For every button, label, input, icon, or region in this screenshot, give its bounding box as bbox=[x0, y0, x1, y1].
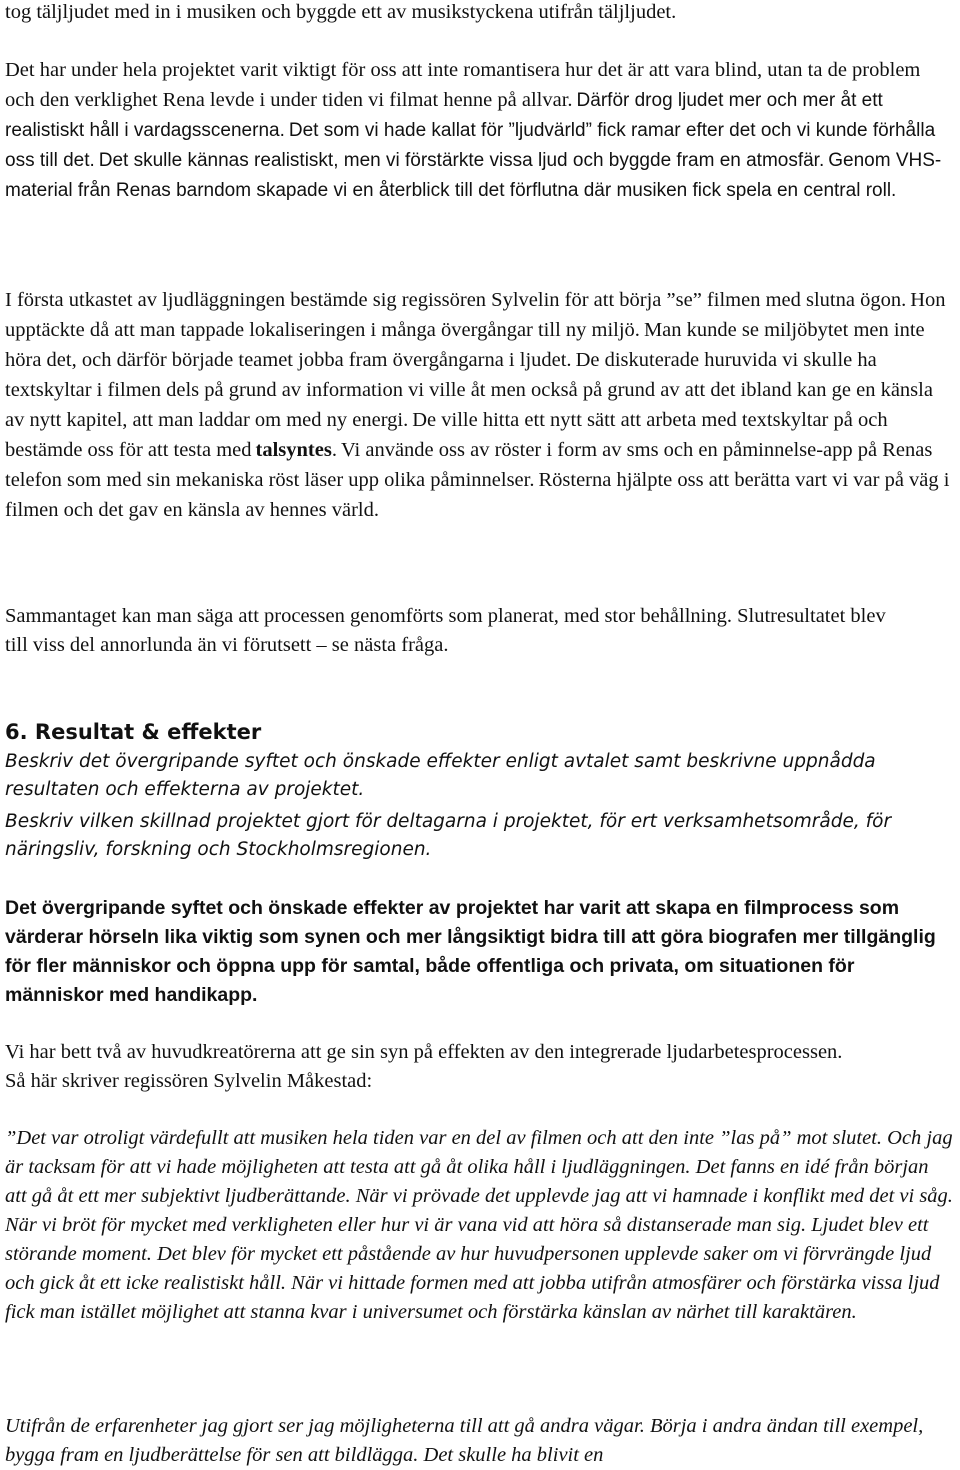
bold-term: talsyntes bbox=[255, 439, 332, 461]
quote-text: ”Det var otroligt värdefullt att musiken hela tiden var en del av filmen och att den inte ”las på” mot slutet. Och jag är tacksam för att vi hade möjligheten att testa att gå åt olika håll i ljudläggningen. Det fanns en idé från början att gå åt ett mer subjektivt ljudberättande. När vi prövade det upplevde jag att vi hamnade i konflikt med det vi såg. När vi bröt för mycket med verkligheten eller hur vi är vana vid att höra så distanserade man sig. Ljudet blev ett störande moment. Det blev för mycket ett påstående av hur huvudpersonen upplevde saker om vi förvrängde ljud och gick åt ett icke realistiskt håll. När vi hittade formen med att jobba utifrån atmosfärer och förstärka vissa ljud fick man istället möjlighet att stanna kvar i universumet och förstärka känslan av närhet till karaktären. bbox=[5, 1127, 953, 1323]
text-sentence: Hon upptäckte då att man tappade lokaliseringen i många övergångar till ny miljö. bbox=[5, 289, 946, 341]
text-line: tog täljljudet med in i musiken och byggde ett av musikstyckena utifrån täljljudet. bbox=[5, 1, 677, 23]
section-heading: 6. Resultat & effekter bbox=[5, 720, 262, 744]
punctuation: . bbox=[331, 439, 337, 461]
text-block: Det övergripande syftet och önskade effekter av projektet har varit att skapa en filmprocess som värderar hörseln lika viktig som synen och mer långsiktigt bidra till att göra biografen mer tillgänglig för fler människor och öppna upp för samtal, både offentliga och privata, om situationen för människor med handikapp. bbox=[5, 897, 936, 1006]
instruction-text: Beskriv vilken skillnad projektet gjort för deltagarna i projektet, för ert verksamhetsområde, för näringsliv, forskning och Stockholmsregionen. bbox=[5, 811, 892, 860]
paragraph-creators bbox=[5, 1038, 855, 1096]
text-sentence: De ville hitta ett nytt sätt att arbeta med textskyltar på och bestämde oss för att testa med bbox=[5, 409, 888, 461]
text-sentence: Genom VHS- material från Renas barndom skapade vi en återblick till det förflutna där musiken fick spela en central roll. bbox=[5, 150, 942, 201]
quote-director bbox=[5, 1124, 955, 1327]
text-block: Vi har bett två av huvudkreatörerna att ge sin syn på effekten av den integrerade ljudarbetesprocessen. Så här skriver regissören Sylvelin Måkestad: bbox=[5, 1041, 843, 1092]
text-sentence: Man kunde se miljöbytet men inte höra det, och därför började teamet jobba fram övergångarna i ljudet. bbox=[5, 319, 925, 371]
text-sentence: I första utkastet av ljudläggningen bestämde sig regissören Sylvelin för att börja ”se” filmen med slutna ögon. bbox=[5, 289, 907, 311]
paragraph-purpose bbox=[5, 894, 945, 1010]
text-line: Sammantaget kan man säga att processen genomförts som planerat, med stor behållning. Slutresultatet blev till viss del annorlunda än vi förutsett – se nästa fråga. bbox=[5, 605, 886, 656]
paragraph-realism bbox=[5, 56, 955, 206]
text-sentence: Rösterna hjälpte oss att berätta vart vi var på väg i filmen och det gav en känsla av hennes värld. bbox=[5, 469, 950, 521]
quote-director-continued bbox=[5, 1412, 955, 1470]
text-sentence: Det har under hela projektet varit viktigt för oss att inte romantisera hur det är att vara blind, utan ta de problem och den verklighet Rena levde i under tiden vi filmat henne på allvar. bbox=[5, 59, 921, 111]
text-sentence: Det skulle kännas realistiskt, men vi förstärkte vissa ljud och byggde fram en atmosfär. bbox=[98, 150, 825, 171]
text-sentence: Det som vi hade kallat för ”ljudvärld” fick ramar efter det och vi kunde förhålla oss till det. bbox=[5, 120, 936, 171]
instruction-1 bbox=[5, 748, 957, 804]
paragraph-sound-editing bbox=[5, 286, 955, 526]
paragraph-summary bbox=[5, 602, 905, 660]
instruction-text: Beskriv det övergripande syftet och önskade effekter enligt avtalet samt beskrivne uppnådda resultaten och effekterna av projektet. bbox=[5, 751, 876, 800]
quote-text: Utifrån de erfarenheter jag gjort ser jag möjligheterna till att gå andra vägar. Börja i andra ändan till exempel, bygga fram en ljudberättelse för sen att bildlägga. Det skulle ha blivit en bbox=[5, 1415, 924, 1466]
instruction-2 bbox=[5, 808, 957, 864]
text-sentence: Vi använde oss av röster i form av sms och en påminnelse-app på Renas telefon som med sin mekaniska röst läser upp olika påminnelser. bbox=[5, 439, 933, 491]
paragraph-intro bbox=[5, 0, 955, 27]
text-sentence: De diskuterade huruvida vi skulle ha textskyltar i filmen dels på grund av information vi ville åt men också på grund av att det ibland kan ge en känsla av nytt kapitel, att man laddar om med ny energi. bbox=[5, 349, 933, 431]
text-sentence: Därför drog ljudet mer och mer åt ett realistiskt håll i vardagsscenerna. bbox=[5, 90, 883, 141]
